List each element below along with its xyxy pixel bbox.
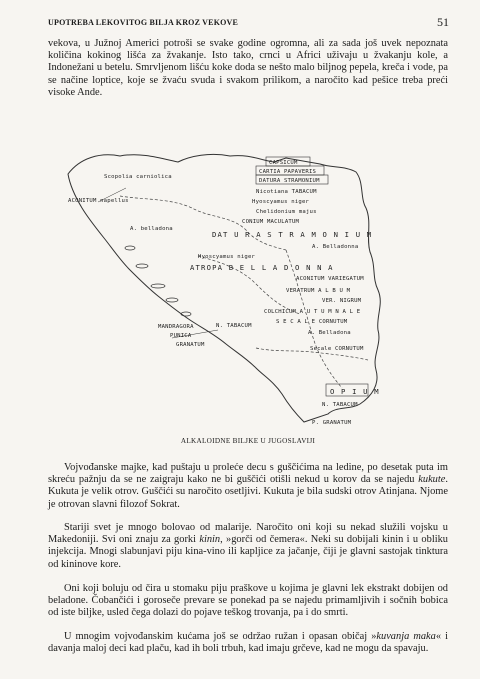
map-label-punica: PUNICA — [170, 333, 192, 339]
map-label-granatum-1: GRANATUM — [176, 342, 205, 348]
map-label-a-belladonna-ne: A. Belladonna — [312, 244, 359, 250]
map-label-datura-top: DATURA STRAMONIUM — [259, 178, 320, 184]
map-label-hyoscyamus-1: Hyoscyamus niger — [252, 199, 310, 205]
paragraph-mak: U mnogim vojvođanskim kućama još se održao ružan i opasan običaj »kuvanja maka« i davanja maloj deci kad plaču, kad ih boli trbuh, kad imaju grčeve, kad ne mogu da spavaju. — [48, 631, 448, 655]
map-label-opium: O P I U M — [330, 387, 380, 396]
map-label-conium: CONIUM MACULATUM — [242, 219, 300, 225]
map-label-mandragora: MANDRAGORA — [158, 324, 194, 330]
map-label-chelidonium: Chelidonium majus — [256, 209, 317, 215]
map-label-a-belladona-west: A. belladona — [130, 226, 173, 232]
map-label-a-belladona-s: A. Belladona — [308, 330, 351, 336]
map-label-atropa: ATROPA B E L L A D O N N A — [190, 263, 334, 272]
paragraph-kinin: Stariji svet je mnogo bolovao od malarije. Naročito oni koji su nekad služili vojsku u Makedoniji. Svi oni znaju za gorki kinin, »gorči od čemera«. Neki su dobijali kinin i u obliku injekcija. Mnogi slabunjavi piju kina-vino ili kapljice za jačanje, čiji je glavni sastojak tinktura od kininove kore. — [48, 522, 448, 570]
map-island — [166, 298, 178, 302]
page-number: 51 — [437, 15, 449, 29]
map-island — [136, 264, 148, 268]
term-kuvanja-maka: kuvanja maka — [376, 631, 436, 642]
map-label-datura-big: DAT U R A S T R A M O N I U M — [212, 230, 373, 239]
paragraph-beladona: Oni koji boluju od čira u stomaku piju praškove u kojima je glavni lek ekstrakt dobijen od beladone. Čobančići i goroseče prevare se ponekad pa se najedu primamljivih i sočnih bobica od iste biljke, usled čega dolazi do pojave teškog trovanja, pa i do smrti. — [48, 583, 448, 619]
map-label-colchicum: COLCHICUM A U T U M N A L E — [264, 309, 361, 315]
map-label-secale: S E C A L E CORNUTUM — [276, 319, 348, 325]
map-label-n-tabacum-2: N. TABACUM — [322, 402, 358, 408]
map-island — [181, 312, 191, 316]
map-label-aconitum-var: ACONITUM VARIEGATUM — [296, 276, 364, 282]
map-label-capsicum: CAPSICUM — [269, 160, 298, 166]
term-kukute: kukute — [418, 474, 446, 486]
paragraph-coca: vekova, u Južnoj Americi potroši se svake godine ogromna, ali za sada još uvek nepoznata količina kokinog lišća za žvakanje. Isto tako, crnci u Africi uživaju u žvakanju kole, a Indonežani u betelu. Smrvljenom lišću koke doda se nešto malo biljnog pepela, kreča i vode, pa se načine loptice, koje se žvaću svuda i svakom prilikom, a naročito kad pešice treba preći visoke Ande. — [48, 38, 448, 98]
term-kinin: kinin — [199, 534, 221, 546]
paragraph-kukuta: Vojvođanske majke, kad puštaju u proleće decu s guščićima na ledine, po desetak puta im skreću pažnju da se ne zaigraju kako ne bi guščići otišli nekud u korov da se najedu kukute. Kukuta je velik otrov. Guščići su naročito osetljivi. Kukuta je bila sudski otrov Atinjana. Njome je otrovan slavni filozof Sokrat. — [48, 462, 448, 510]
running-head: UPOTREBA LEKOVITOG BILJA KROZ VEKOVE — [48, 18, 239, 27]
map-caption: ALKALOIDNE BILJKE U JUGOSLAVIJI — [180, 437, 316, 445]
map-label-cartia: CARTIA PAPAVERIS — [259, 169, 317, 175]
map-island — [151, 284, 165, 288]
map-label-secale-cornutum: Secale CORNUTUM — [310, 346, 364, 352]
map-label-n-tabacum-1: N. TABACUM — [216, 323, 252, 329]
map-label-scopolia: Scopolia carniolica — [104, 174, 172, 180]
map-label-nicotiana: Nicotiana TABACUM — [256, 189, 317, 195]
map-alkaloid-plants — [60, 138, 420, 438]
map-label-veratrum: VERATRUM A L B U M — [286, 288, 351, 294]
map-island — [125, 246, 135, 250]
map-label-hyoscyamus-2: Hyoscyamus niger — [198, 254, 256, 260]
map-label-ver-nigrum: VER. NIGRUM — [322, 298, 362, 304]
map-label-p-granatum: P. GRANATUM — [312, 420, 352, 426]
map-label-aconitum-napellus: ACONITUM napellus — [68, 198, 129, 204]
